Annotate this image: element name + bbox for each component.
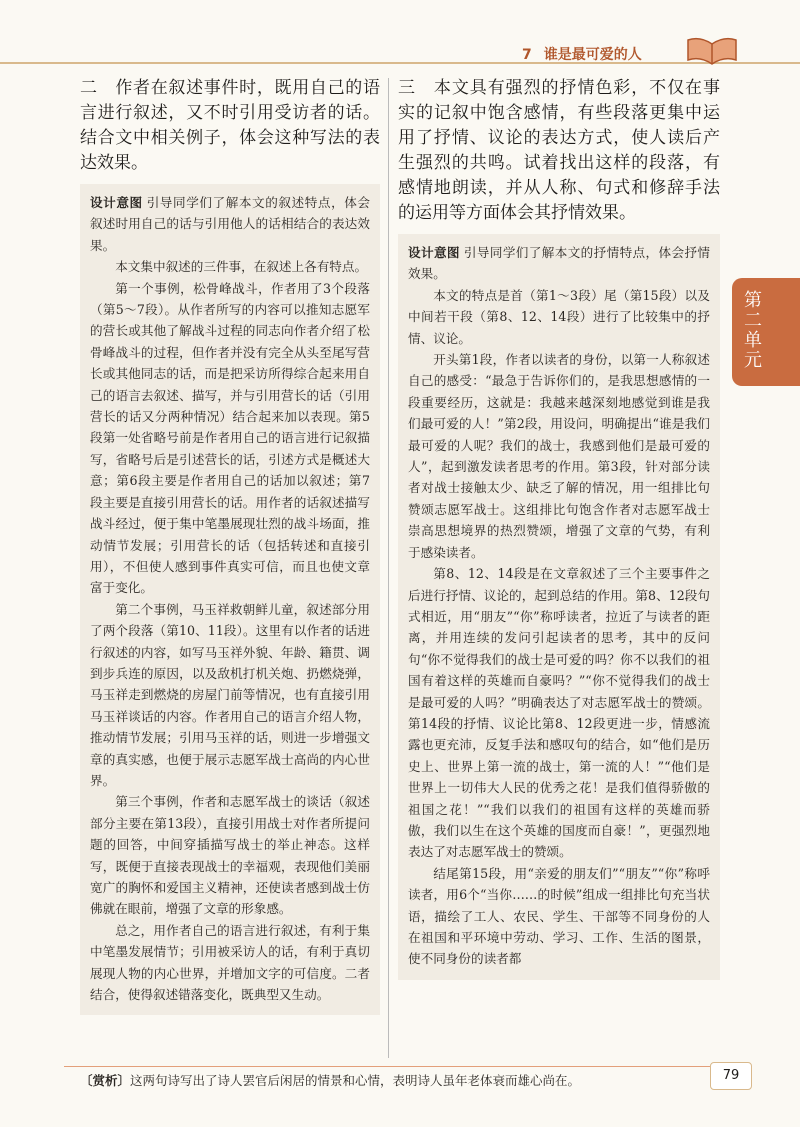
running-header <box>522 44 682 64</box>
design-intent-label: 设计意图 <box>90 195 143 210</box>
left-column <box>80 76 380 1015</box>
left-paragraph: 第一个事例，松骨峰战斗，作者用了3个段落（第5～7段）。从作者所写的内容可以推知志愿军的营长或其他了解战斗过程的同志向作者介绍了松骨峰战斗的过程，但作者并没有完全从头至尾写营长或其他同志的话，而是把采访所得综合起来用自己的语言去叙述、描写，并与引用营长的话（引用营长的话又分两种情况）结合起来加以表现。第5段第一处省略号前是作者用自己的语言进行记叙描写，省略号后是引述营长的话，引述方式是概述大意；第6段主要是作者用自己的话加以叙述；第7段主要是直接引用营长的话。用作者的话叙述描写战斗经过，便于集中笔墨展现壮烈的战斗场面，推动情节发展；引用营长的话（包括转述和直接引用），不但使人感到事件真实可信，而且也使文章富于变化。 <box>90 280 370 596</box>
page-number: 79 <box>710 1062 752 1090</box>
open-book-icon <box>684 34 740 66</box>
left-paragraph: 第二个事例，马玉祥救朝鲜儿童，叙述部分用了两个段落（第10、11段）。这里有以作者的话进行叙述的内容，如写马玉祥外貌、年龄、籍贯、调到步兵连的原因，以及敌机打机关炮、扔燃烧弹，马玉祥走到燃烧的房屋门前等情况，也有直接引用马玉祥谈话的内容。作者用自己的语言介绍人物，推动情节发展；引用马玉祥的话，则进一步增强文章的真实感，也便于展示志愿军战士高尚的内心世界。 <box>90 601 370 788</box>
question-three: 三 本文具有强烈的抒情色彩，不仅在事实的记叙中饱含感情，有些段落更集中运用了抒情、议论的表达方式，使人读后产生强烈的共鸣。试着找出这样的段落，有感情地朗读，并从人称、句式和修辞手法的运用等方面体会其抒情效果。 <box>398 78 720 223</box>
design-intent-text: 引导同学们了解本文的叙述特点，体会叙述时用自己的话与引用他人的话相结合的表达效果。 <box>90 195 371 253</box>
design-intent-label: 设计意图 <box>408 245 460 260</box>
footer-tag: 〔赏析〕 <box>80 1073 131 1088</box>
right-paragraph: 开头第1段，作者以读者的身份，以第一人称叙述自己的感受：“最急于告诉你们的，是我思想感情的一段重要经历，这就是：我越来越深刻地感觉到谁是我们最可爱的人！”第2段，用设问，明确提出“谁是我们最可爱的人呢？我们的战士，我感到他们是最可爱的人”，起到激发读者思考的作用。第3段，针对部分读者对战士接触太少、缺乏了解的情况，用一组排比句赞颂志愿军战士。这组排比句饱含作者对志愿军战士崇高思想境界的热烈赞颂，增强了文章的气势，有利于感染读者。 <box>408 352 710 560</box>
footer-note <box>80 1072 680 1090</box>
unit-tab <box>732 278 800 386</box>
unit-label: 第二单元 <box>741 290 762 370</box>
left-paragraph: 本文集中叙述的三件事，在叙述上各有特点。 <box>115 259 368 275</box>
design-intent-right <box>408 242 710 285</box>
left-paragraph: 第三个事例，作者和志愿军战士的谈话（叙述部分主要在第13段），直接引用战士对作者所提问题的回答，中间穿插描写战士的举止神态。这样写，既便于直接表现战士的幸福观，表现他们美丽宽广的胸怀和爱国主义精神，还使读者感到战士仿佛就在眼前，增强了文章的形象感。 <box>90 794 370 917</box>
chapter-number: 7 <box>522 47 532 63</box>
right-column <box>398 76 720 980</box>
footer-text: 这两句诗写出了诗人罢官后闲居的情景和心情，表明诗人虽年老体衰而雄心尚在。 <box>130 1073 581 1088</box>
design-intent-left <box>90 192 370 256</box>
right-paragraph: 第8、12、14段是在文章叙述了三个主要事件之后进行抒情、议论的，起到总结的作用。第8、12段句式相近，用“朋友”“你”称呼读者，拉近了与读者的距离，并用连续的发问引起读者的思考，其中的反问句“你不觉得我们的战士是可爱的吗？你不以我们的祖国有着这样的英雄而自豪吗？”“你不觉得我们的战士是最可爱的人吗？”明确表达了对志愿军战士的赞颂。第14段的抒情、议论比第8、12段更进一步，情感流露也更充沛，反复手法和感叹句的结合，如“他们是历史上、世界上第一流的战士，第一流的人！”“他们是世界上一切伟大人民的优秀之花！是我们值得骄傲的祖国之花！”“我们以我们的祖国有这样的英雄而骄傲，我们以生在这个英雄的国度而自豪！”，更强烈地表达了对志愿军战士的赞颂。 <box>408 566 710 860</box>
column-divider <box>388 78 389 1058</box>
question-two: 二 作者在叙述事件时，既用自己的语言进行叙述，又不时引用受访者的话。结合文中相关例子，体会这种写法的表达效果。 <box>80 78 380 173</box>
chapter-title: 谁是最可爱的人 <box>543 47 642 63</box>
left-paragraph: 总之，用作者自己的语言进行叙述，有利于集中笔墨发展情节；引用被采访人的话，有利于真切展现人物的内心世界，并增加文字的可信度。二者结合，使得叙述错落变化，既典型又生动。 <box>90 922 370 1003</box>
right-paragraph: 结尾第15段，用“亲爱的朋友们”“朋友”“你”称呼读者，用6个“当你……的时候”组成一组排比句充当状语，描绘了工人、农民、学生、干部等不同身份的人在祖国和平环境中劳动、学习、工作、生活的图景，使不同身份的读者都 <box>408 865 710 967</box>
design-intent-text: 引导同学们了解本文的抒情特点，体会抒情效果。 <box>408 245 711 282</box>
design-note-right <box>398 234 720 980</box>
design-note-left <box>80 184 380 1015</box>
footer-rule <box>64 1066 736 1067</box>
right-paragraph: 本文的特点是首（第1～3段）尾（第15段）以及中间若干段（第8、12、14段）进行了比较集中的抒情、议论。 <box>408 287 710 346</box>
